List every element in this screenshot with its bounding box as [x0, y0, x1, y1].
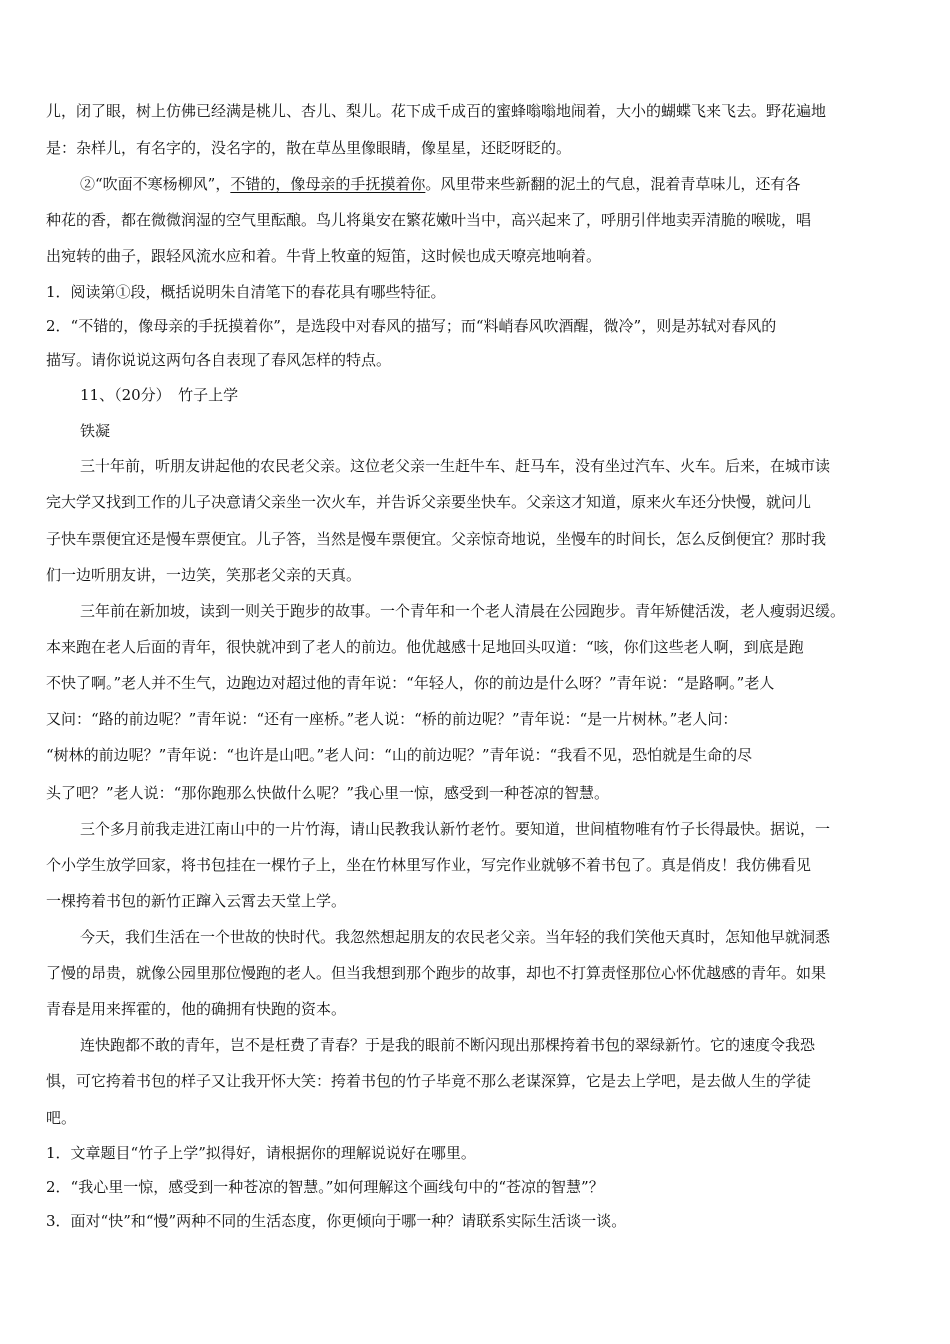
- author-name: 铁凝: [80, 422, 111, 440]
- para-line: 三个多月前我走进江南山中的一片竹海，请山民教我认新竹老竹。要知道，世间植物唯有竹子长得最快。据说，一: [80, 820, 831, 838]
- question-2: 2．“我心里一惊，感受到一种苍凉的智慧。”如何理解这个画线句中的“苍凉的智慧”？: [46, 1178, 604, 1196]
- para-line: 们一边听朋友讲，一边笑，笑那老父亲的天真。: [46, 566, 362, 584]
- para-line: 吧。: [46, 1109, 77, 1127]
- para-line: 子快车票便宜还是慢车票便宜。儿子答，当然是慢车票便宜。父亲惊奇地说，坐慢车的时间长，怎么反倒便宜？那时我: [46, 530, 827, 548]
- question-1: 1．阅读第①段，概括说明朱自清笔下的春花具有哪些特征。: [46, 283, 446, 301]
- para-line: 又问：“路的前边呢？”青年说：“还有一座桥。”老人说：“桥的前边呢？”青年说：“是一片树林。”老人问：: [46, 710, 738, 728]
- passage1-line: 儿，闭了眼，树上仿佛已经满是桃儿、杏儿、梨儿。花下成千成百的蜜蜂嗡嗡地闹着，大小的蝴蝶飞来飞去。野花遍地: [46, 102, 827, 120]
- passage1-para2-line: 种花的香，都在微微润湿的空气里酝酿。鸟儿将巢安在繁花嫩叶当中，高兴起来了，呼朋引伴地卖弄清脆的喉咙，唱: [46, 211, 812, 229]
- question-2: 2．“不错的，像母亲的手抚摸着你”，是选段中对春风的描写；而“料峭春风吹酒醒，微冷”，则是苏轼对春风的: [46, 317, 777, 335]
- question-3: 3．面对“快”和“慢”两种不同的生活态度，你更倾向于哪一种？请联系实际生活谈一谈。: [46, 1212, 627, 1230]
- para2-rest-text: 。风里带来些新翻的泥土的气息，混着青草味儿，还有各: [425, 175, 801, 193]
- question-1: 1．文章题目“竹子上学”拟得好，请根据你的理解说说好在哪里。: [46, 1144, 476, 1162]
- para-line: 个小学生放学回家，将书包挂在一棵竹子上，坐在竹林里写作业，写完作业就够不着书包了。真是俏皮！我仿佛看见: [46, 856, 812, 874]
- para-line: 一棵挎着书包的新竹正蹿入云霄去天堂上学。: [46, 892, 347, 910]
- para-line: 头了吧？”老人说：“那你跑那么快做什么呢？”我心里一惊，感受到一种苍凉的智慧。: [46, 784, 610, 802]
- para-line: 今天，我们生活在一个世故的快时代。我忽然想起朋友的农民老父亲。当年轻的我们笑他天真时，怎知他早就洞悉: [80, 928, 831, 946]
- para-line: 不快了啊。”老人并不生气，边跑边对超过他的青年说：“年轻人，你的前边是什么呀？”青年说：“是路啊。”老人: [46, 674, 775, 692]
- passage1-line: 是：杂样儿，有名字的，没名字的，散在草丛里像眼睛，像星星，还眨呀眨的。: [46, 139, 572, 157]
- para-line: “树林的前边呢？”青年说：“也许是山吧。”老人问：“山的前边呢？”青年说：“我看不见，恐怕就是生命的尽: [46, 746, 753, 764]
- para-line: 惧，可它挎着书包的样子又让我开怀大笑：挎着书包的竹子毕竟不那么老谋深算，它是去上学吧，是去做人生的学徒: [46, 1072, 812, 1090]
- para-line: 连快跑都不敢的青年，岂不是枉费了青春？于是我的眼前不断闪现出那棵挎着书包的翠绿新竹。它的速度令我恐: [80, 1036, 816, 1054]
- para-line: 了慢的昂贵，就像公园里那位慢跑的老人。但当我想到那个跑步的故事，却也不打算责怪那位心怀优越感的青年。如果: [46, 964, 827, 982]
- section-11-header: 11、（20分） 竹子上学: [80, 386, 239, 404]
- para-line: 本来跑在老人后面的青年，很快就冲到了老人的前边。他优越感十足地回头叹道：“咳，你们这些老人啊，到底是跑: [46, 638, 804, 656]
- para-line: 完大学又找到工作的儿子决意请父亲坐一次火车，并告诉父亲要坐快车。父亲这才知道，原来火车还分快慢，就问儿: [46, 493, 812, 511]
- passage1-para2-first-line: [80, 174, 908, 196]
- question-2-cont: 描写。请你说说这两句各自表现了春风怎样的特点。: [46, 351, 392, 369]
- para2-underlined-sentence: 不错的，像母亲的手抚摸着你: [230, 175, 426, 193]
- para-line: 三年前在新加坡，读到一则关于跑步的故事。一个青年和一个老人清晨在公园跑步。青年矫健活泼，老人瘦弱迟缓。: [80, 602, 846, 620]
- para-line: 青春是用来挥霍的，他的确拥有快跑的资本。: [46, 1000, 347, 1018]
- para2-lead-text: ②“吹面不寒杨柳风”，: [80, 175, 231, 193]
- passage1-para2-line: 出宛转的曲子，跟轻风流水应和着。牛背上牧童的短笛，这时候也成天嘹亮地响着。: [46, 247, 602, 265]
- para-line: 三十年前，听朋友讲起他的农民老父亲。这位老父亲一生赶牛车、赶马车，没有坐过汽车、火车。后来，在城市读: [80, 457, 831, 475]
